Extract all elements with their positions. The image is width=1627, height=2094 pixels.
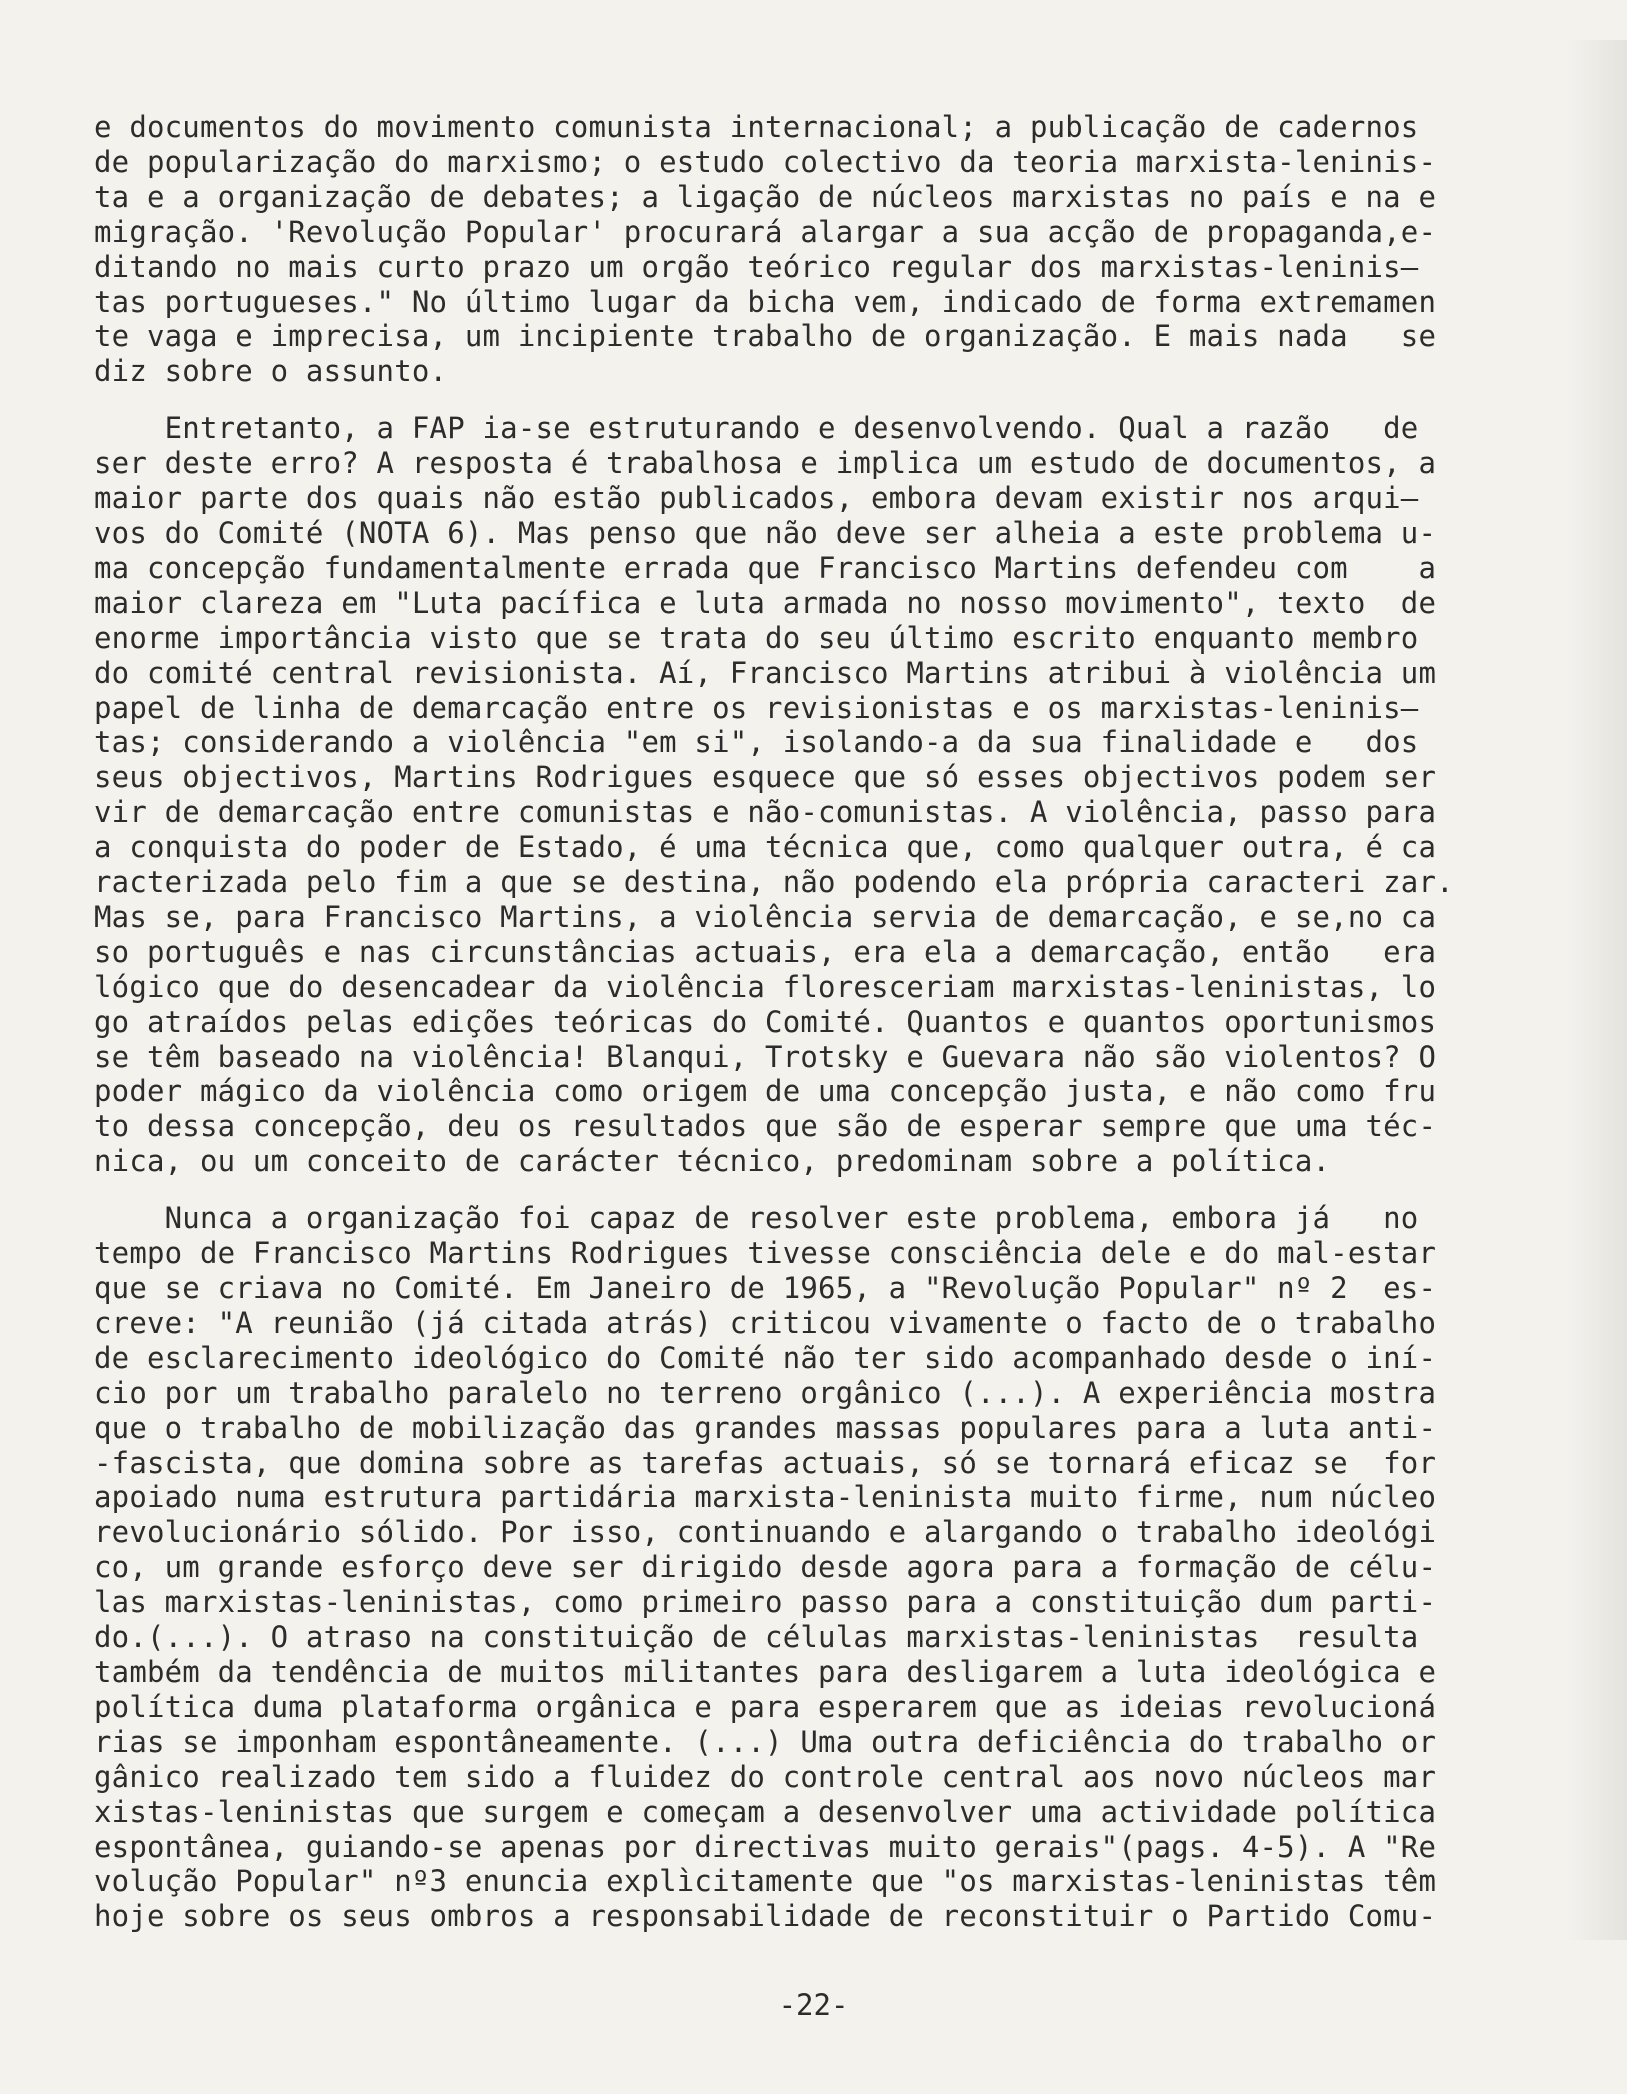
- text-line: Entretanto, a FAP ia-se estruturando e desenvolvendo. Qual a razão de: [94, 411, 1419, 446]
- text-line: lógico que do desencadear da violência floresceriam marxistas-leninistas, lo: [94, 969, 1437, 1004]
- text-line: papel de linha de demarcação entre os revisionistas e os marxistas-leninis—: [94, 690, 1419, 725]
- text-line: rias se imponham espontâneamente. (...) Uma outra deficiência do trabalho or: [94, 1724, 1437, 1759]
- text-line: co, um grande esforço deve ser dirigido desde agora para a formação de célu-: [94, 1550, 1437, 1585]
- text-line: so português e nas circunstâncias actuais, era ela a demarcação, então era: [94, 934, 1437, 969]
- text-line: Mas se, para Francisco Martins, a violência servia de demarcação, e se,no ca: [94, 899, 1437, 934]
- text-line: maior parte dos quais não estão publicados, embora devam existir nos arqui—: [94, 481, 1419, 516]
- text-line: revolucionário sólido. Por isso, continuando e alargando o trabalho ideológi: [94, 1515, 1437, 1550]
- text-line: vir de demarcação entre comunistas e não-comunistas. A violência, passo para: [94, 795, 1437, 830]
- paragraph-2: [94, 411, 1594, 1179]
- text-line: ser deste erro? A resposta é trabalhosa e implica um estudo de documentos, a: [94, 446, 1437, 481]
- text-line: vos do Comité (NOTA 6). Mas penso que não deve ser alheia a este problema u-: [94, 515, 1437, 550]
- text-line: do.(...). O atraso na constituição de células marxistas-leninistas resulta: [94, 1620, 1419, 1655]
- text-line: também da tendência de muitos militantes para desligarem a luta ideológica e: [94, 1654, 1437, 1689]
- text-line: to dessa concepção, deu os resultados que são de esperar sempre que uma téc-: [94, 1109, 1437, 1144]
- text-line: Nunca a organização foi capaz de resolver este problema, embora já no: [94, 1201, 1419, 1236]
- text-line: creve: "A reunião (já citada atrás) criticou vivamente o facto de o trabalho: [94, 1305, 1437, 1340]
- text-line: te vaga e imprecisa, um incipiente trabalho de organização. E mais nada se: [94, 319, 1437, 354]
- text-line: go atraídos pelas edições teóricas do Comité. Quantos e quantos oportunismos: [94, 1004, 1437, 1039]
- text-line: que o trabalho de mobilização das grandes massas populares para a luta anti-: [94, 1410, 1437, 1445]
- text-line: maior clareza em "Luta pacífica e luta armada no nosso movimento", texto de: [94, 585, 1437, 620]
- text-line: e documentos do movimento comunista internacional; a publicação de cadernos: [94, 110, 1419, 144]
- text-line: volução Popular" nº3 enuncia explìcitamente que "os marxistas-leninistas têm: [94, 1864, 1437, 1899]
- text-line: se têm baseado na violência! Blanqui, Trotsky e Guevara não são violentos? O: [94, 1039, 1437, 1074]
- text-line: de esclarecimento ideológico do Comité não ter sido acompanhado desde o iní-: [94, 1340, 1437, 1375]
- text-line: que se criava no Comité. Em Janeiro de 1965, a "Revolução Popular" nº 2 es-: [94, 1271, 1437, 1305]
- text-line: tas portugueses." No último lugar da bicha vem, indicado de forma extremamen: [94, 284, 1437, 319]
- text-line: racterizada pelo fim a que se destina, não podendo ela própria caracteri zar.: [94, 865, 1454, 900]
- text-line: ditando no mais curto prazo um orgão teórico regular dos marxistas-leninis—: [94, 249, 1419, 284]
- text-line: política duma plataforma orgânica e para esperarem que as ideias revolucioná: [94, 1689, 1437, 1724]
- text-line: gânico realizado tem sido a fluidez do controle central aos novo núcleos mar: [94, 1759, 1437, 1794]
- text-line: de popularização do marxismo; o estudo colectivo da teoria marxista-leninis-: [94, 144, 1437, 179]
- text-line: ta e a organização de debates; a ligação de núcleos marxistas no país e na e: [94, 179, 1437, 214]
- text-line: apoiado numa estrutura partidária marxista-leninista muito firme, num núcleo: [94, 1480, 1437, 1515]
- text-line: xistas-leninistas que surgem e começam a desenvolver uma actividade política: [94, 1794, 1437, 1829]
- paragraph-3: [94, 1201, 1594, 1934]
- text-line: tas; considerando a violência "em si", isolando-a da sua finalidade e dos: [94, 725, 1419, 760]
- text-line: hoje sobre os seus ombros a responsabilidade de reconstituir o Partido Comu-: [94, 1899, 1437, 1934]
- text-line: a conquista do poder de Estado, é uma técnica que, como qualquer outra, é ca: [94, 830, 1437, 865]
- text-line: ma concepção fundamentalmente errada que Francisco Martins defendeu com a: [94, 550, 1437, 585]
- body-text: [94, 110, 1594, 1956]
- text-line: las marxistas-leninistas, como primeiro passo para a constituição dum parti-: [94, 1585, 1437, 1620]
- text-line: cio por um trabalho paralelo no terreno orgânico (...). A experiência mostra: [94, 1375, 1437, 1410]
- text-line: -fascista, que domina sobre as tarefas actuais, só se tornará eficaz se for: [94, 1445, 1437, 1480]
- text-line: poder mágico da violência como origem de uma concepção justa, e não como fru: [94, 1074, 1437, 1109]
- page-number: -22-: [778, 1988, 849, 2022]
- paragraph-1: [94, 110, 1594, 389]
- text-line: migração. 'Revolução Popular' procurará alargar a sua acção de propaganda,e-: [94, 214, 1437, 249]
- text-line: diz sobre o assunto.: [94, 354, 448, 389]
- text-line: tempo de Francisco Martins Rodrigues tivesse consciência dele e do mal-estar: [94, 1236, 1437, 1271]
- text-line: espontânea, guiando-se apenas por directivas muito gerais"(pags. 4-5). A "Re: [94, 1829, 1437, 1864]
- text-line: enorme importância visto que se trata do seu último escrito enquanto membro: [94, 620, 1419, 655]
- text-line: seus objectivos, Martins Rodrigues esquece que só esses objectivos podem ser: [94, 760, 1437, 795]
- text-line: nica, ou um conceito de carácter técnico, predominam sobre a política.: [94, 1144, 1331, 1179]
- text-line: do comité central revisionista. Aí, Francisco Martins atribui à violência um: [94, 655, 1437, 690]
